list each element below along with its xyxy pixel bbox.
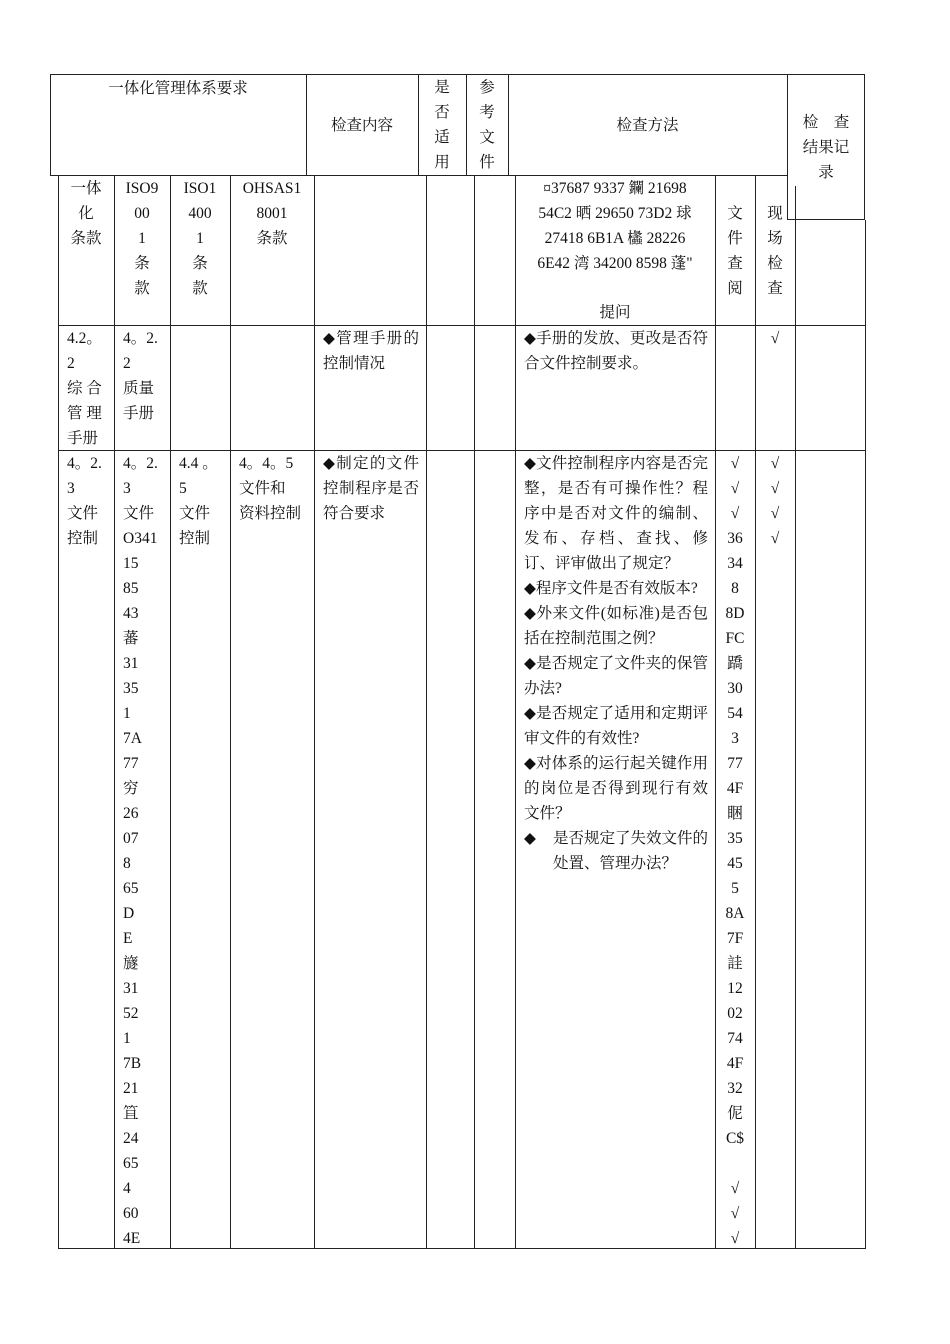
table-cell-integrated: 4。2. 3 文件 控制 [67, 455, 102, 547]
method-item: ◆程序文件是否有效版本? [524, 580, 698, 597]
table-cell-iso9001: 4。2. 2 质量 手册 [123, 330, 158, 422]
integrated-clause-header: 一体 化 条款 [70, 180, 102, 247]
table-cell-iso14001: 4.4 。 5 文件 控制 [179, 455, 218, 547]
result-title: 检 查 结果记 录 [802, 114, 850, 181]
divider [515, 176, 516, 1249]
iso14001-clause-header: ISO1 400 1 条 款 [183, 180, 217, 297]
table-left-border [58, 176, 59, 1249]
method-code-text: ¤37687 9337 鑭 21698 54C2 晒 29650 73D2 球 27418 6B1A 欚 28226 6E42 湾 34200 8598 蓬" [537, 180, 693, 272]
method-item: ◆是否规定了文件夹的保管办法? [524, 655, 708, 697]
divider [474, 176, 475, 1249]
applicable-title: 是 否 适 用 [434, 79, 450, 171]
table-cell-doc-review: √ √ √ 36 34 8 8D FC 蹻 30 54 3 77 4F 睏 35 45 5 8A 7F 詿 12 02 74 4F 32 伲 C$ √ √ √ [725, 455, 745, 1247]
method-item: ◆外来文件(如标准)是否包括在控制范围之例？ [524, 605, 708, 647]
iso9001-clause-header: ISO9 00 1 条 款 [125, 180, 159, 297]
table-cell-content: ◆管理手册的控制情况 [323, 330, 419, 372]
onsite-check-header: 现 场 检 查 [767, 205, 783, 297]
table-cell-onsite: √ √ √ √ [770, 455, 780, 547]
divider [230, 176, 231, 1249]
bullet-diamond-icon: ◆ [524, 830, 536, 847]
table-cell-integrated: 4.2。 2 综 合 管 理 手册 [67, 330, 102, 447]
reference-title: 参 考 文 件 [479, 79, 495, 171]
table-cell-method: ◆手册的发放、更改是否符合文件控制要求。 [524, 330, 708, 372]
method-item [524, 826, 708, 876]
method-item: ◆是否规定了适用和定期评审文件的有效性? [524, 705, 708, 747]
check-method-title: 检查方法 [616, 117, 679, 134]
divider [426, 176, 427, 1249]
table-cell-ohsas: 4。4。5 文件和 资料控制 [239, 455, 302, 522]
ohsas-clause-header: OHSAS1 8001 条款 [242, 180, 302, 247]
method-item-text: 是否规定了失效文件的处置、管理办法？ [553, 830, 709, 872]
check-content-title: 检查内容 [330, 117, 393, 134]
table-cell-method [524, 451, 708, 876]
requirements-title: 一体化管理体系要求 [108, 80, 248, 97]
table-cell-iso9001: 4。2. 3 文件 O341 15 85 43 蕃 31 35 1 7A 77 穷 26 07 8 65 D E 旞 31 52 1 7B 21 笡 24 65 4 60 4E [123, 455, 158, 1247]
divider [170, 176, 171, 1249]
divider [795, 186, 796, 1249]
table-right-border [865, 220, 866, 1249]
method-item: ◆文件控制程序内容是否完整，是否有可操作性？程序中是否对文件的编制、发布、存档、查找、修订、评审做出了规定？ [524, 455, 708, 572]
ask-header: 提问 [599, 304, 631, 321]
table-cell-onsite: √ [770, 330, 780, 347]
row-divider [58, 325, 866, 326]
method-item: ◆对体系的运行起关键作用的岗位是否得到现行有效文件？ [524, 755, 708, 822]
doc-review-header: 文 件 查 阅 [727, 205, 743, 297]
table-cell-content: ◆制定的文件控制程序是否符合要求 [323, 455, 419, 522]
divider [114, 176, 115, 1249]
divider [314, 176, 315, 1249]
